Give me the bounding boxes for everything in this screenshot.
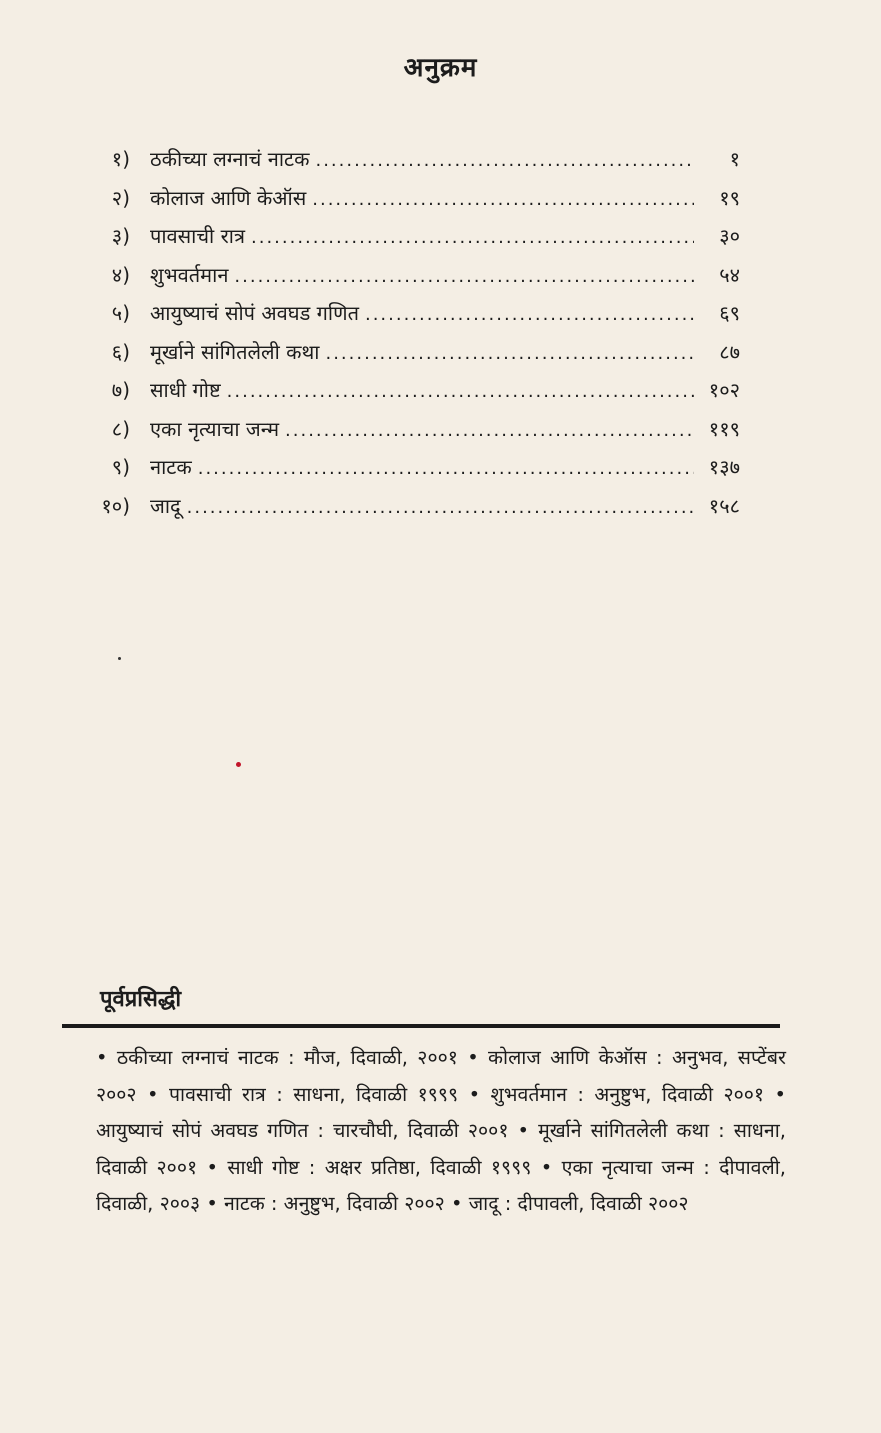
toc-row: [60, 256, 740, 295]
toc-row: [60, 410, 740, 449]
toc-number: ७): [111, 378, 130, 402]
toc-number: १): [111, 147, 130, 171]
toc-page-number: ६९: [719, 301, 740, 325]
toc-dot-leader: [198, 450, 694, 489]
toc-chapter-title: जादू: [150, 493, 181, 518]
toc-chapter-title: ठकीच्या लग्नाचं नाटक: [150, 147, 310, 171]
toc-page-number: १३७: [708, 455, 740, 479]
toc-page-number: ३०: [719, 224, 740, 248]
toc-dot-leader: [187, 489, 694, 528]
toc-dot-leader: [234, 258, 694, 297]
publication-heading: पूर्वप्रसिद्धी: [100, 987, 182, 1012]
toc-dot-leader: [285, 412, 694, 451]
toc-number: २): [111, 185, 130, 210]
toc-number: ८): [111, 416, 130, 441]
toc-dot-leader: [227, 373, 694, 412]
toc-row: [60, 448, 740, 487]
toc-number: ५): [111, 301, 130, 325]
toc-chapter-title: नाटक: [150, 455, 192, 479]
toc-row: [60, 217, 740, 256]
toc-dot-leader: [315, 142, 694, 181]
toc-number: १०): [101, 493, 130, 518]
toc-chapter-title: आयुष्याचं सोपं अवघड गणित: [150, 301, 359, 325]
toc-chapter-title: साधी गोष्ट: [150, 378, 221, 402]
toc-row: [60, 140, 740, 179]
toc-page-number: १०२: [708, 378, 740, 402]
toc-number: ४): [111, 262, 130, 287]
toc-row: [60, 371, 740, 410]
toc-chapter-title: एका नृत्याचा जन्म: [150, 416, 280, 441]
toc-chapter-title: कोलाज आणि केऑस: [150, 185, 307, 210]
toc-page-number: ११९: [708, 416, 740, 441]
toc-chapter-title: पावसाची रात्र: [150, 224, 245, 248]
toc-page-number: ८७: [719, 339, 740, 364]
table-of-contents: [60, 140, 740, 525]
divider: [62, 1024, 780, 1028]
toc-number: ९): [111, 455, 130, 479]
toc-dot-leader: [312, 181, 694, 220]
toc-dot-leader: [325, 335, 694, 374]
toc-page-number: ५४: [719, 262, 740, 287]
toc-title: अनुक्रम: [403, 53, 478, 83]
toc-page-number: १९: [719, 185, 740, 210]
toc-row: [60, 294, 740, 333]
toc-row: [60, 487, 740, 526]
toc-row: [60, 333, 740, 372]
toc-number: ६): [111, 339, 130, 364]
toc-dot-leader: [365, 296, 694, 335]
toc-dot-leader: [251, 219, 694, 258]
toc-chapter-title: शुभवर्तमान: [150, 262, 229, 287]
ink-speck: [236, 762, 241, 767]
toc-page-number: १: [729, 147, 740, 171]
ink-speck: [118, 657, 121, 660]
toc-page-number: १५८: [708, 493, 740, 518]
toc-row: [60, 179, 740, 218]
publication-text: • ठकीच्या लग्नाचं नाटक : मौज, दिवाळी, २००१ • कोलाज आणि केऑस : अनुभव, सप्टेंबर २००२ • पावसाची रात्र : साधना, दिवाळी १९९९ • शुभवर्तमान : अनुष्टुभ, दिवाळी २००१ • आयुष्याचं सोपं अवघड गणित : चारचौघी, दिवाळी २००१ • मूर्खाने सांगितलेली कथा : साधना, दिवाळी २००१ • साधी गोष्ट : अक्षर प्रतिष्ठा, दिवाळी १९९९ • एका नृत्याचा जन्म : दीपावली, दिवाळी, २००३ • नाटक : अनुष्टुभ, दिवाळी २००२ • जादू : दीपावली, दिवाळी २००२: [96, 1046, 786, 1215]
toc-number: ३): [111, 224, 130, 248]
toc-chapter-title: मूर्खाने सांगितलेली कथा: [150, 339, 320, 364]
